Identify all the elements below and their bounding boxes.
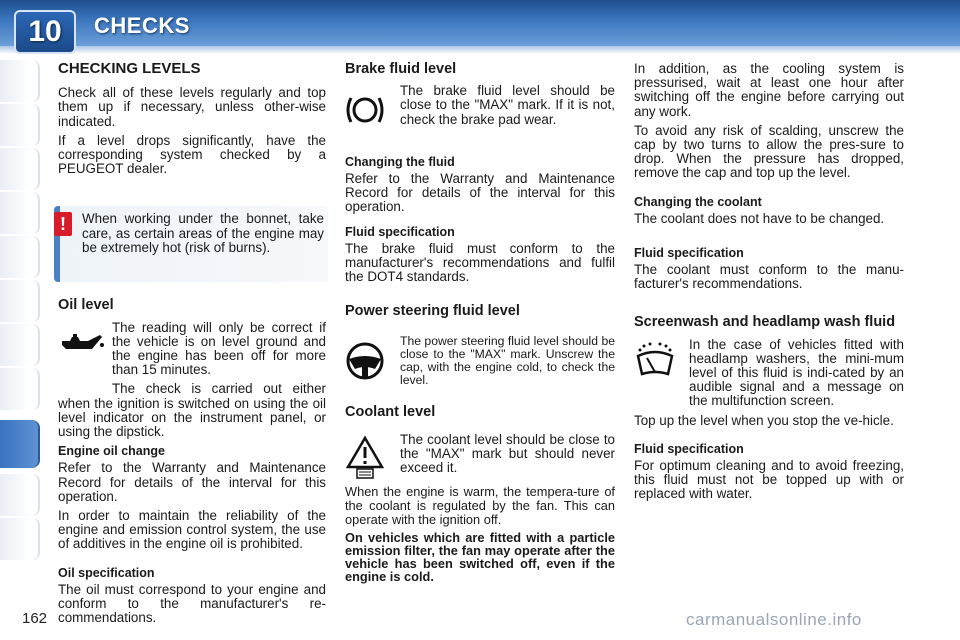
chapter-tab[interactable] bbox=[0, 368, 40, 410]
oil-paragraph-1: The reading will only be correct if the vehicle is on level ground and the engine has been off for more than 15 minutes. bbox=[112, 319, 326, 378]
exclamation-warning-icon: ! bbox=[54, 212, 72, 236]
cooling-paragraph-2: To avoid any risk of scalding, unscrew the cap by two turns to allow the pres-sure to drop. When the pressure has dropped, remove the cap and top up the level. bbox=[634, 122, 904, 181]
chapter-tab[interactable] bbox=[0, 324, 40, 366]
chapter-tab[interactable] bbox=[0, 280, 40, 322]
chapter-tab[interactable] bbox=[0, 60, 40, 102]
chapter-title: CHECKS bbox=[94, 13, 190, 38]
changing-coolant-heading: Changing the coolant bbox=[634, 194, 762, 209]
oil-specification-paragraph: The oil must correspond to your engine and conform to the manufacturer's re-commendations. bbox=[58, 581, 326, 626]
brake-fluid-spec-paragraph: The brake fluid must conform to the manufacturer's recommendations and fulfil the DOT4 standards. bbox=[345, 240, 615, 285]
chapter-tab[interactable] bbox=[0, 236, 40, 278]
coolant-paragraph-1: The coolant level should be close to the "MAX" mark but should never exceed it. bbox=[400, 431, 615, 476]
engine-oil-change-heading: Engine oil change bbox=[58, 444, 165, 459]
screenwash-heading: Screenwash and headlamp wash fluid bbox=[634, 313, 896, 330]
oil-paragraph-2: The check is carried out either when the ignition is switched on using the oil level indicator on the instrument panel, or using the dipstick. bbox=[58, 381, 326, 440]
chapter-number-badge: 10 bbox=[14, 10, 76, 54]
chapter-tab[interactable] bbox=[0, 518, 40, 560]
brake-warning-icon bbox=[345, 92, 385, 128]
brake-fluid-block bbox=[345, 84, 615, 127]
brake-fluid-spec-heading: Fluid specification bbox=[345, 224, 455, 239]
oil-specification-heading: Oil specification bbox=[58, 565, 155, 580]
changing-coolant-paragraph: The coolant does not have to be changed. bbox=[634, 210, 885, 226]
cooling-paragraph-1: In addition, as the cooling system is pressurised, wait at least one hour after switching off the engine before carrying out any work. bbox=[634, 61, 904, 119]
chapter-tab[interactable] bbox=[0, 104, 40, 146]
steering-wheel-icon bbox=[345, 341, 385, 381]
intro-paragraph-2: If a level drops significantly, have the corresponding system checked by a PEUGEOT dealer. bbox=[58, 132, 326, 177]
warning-box bbox=[54, 206, 328, 282]
power-steering-paragraph: The power steering fluid level should be close to the "MAX" mark. Unscrew the cap, with the engine cold, to check the level. bbox=[400, 333, 615, 387]
chapter-tab-strip bbox=[0, 60, 44, 580]
oil-change-paragraph-2: In order to maintain the reliability of the engine and emission control system, the use of additives in the engine oil is prohibited. bbox=[58, 508, 326, 552]
chapter-tab[interactable] bbox=[0, 192, 40, 234]
watermark: carmanualsonline.info bbox=[686, 610, 862, 629]
section-heading-checking-levels: CHECKING LEVELS bbox=[58, 60, 201, 77]
coolant-spec-heading: Fluid specification bbox=[634, 246, 744, 261]
changing-fluid-paragraph: Refer to the Warranty and Maintenance Record for details of the interval for this operation. bbox=[345, 171, 615, 215]
intro-paragraph-1: Check all of these levels regularly and top them up if necessary, unless other-wise indicated. bbox=[58, 85, 326, 129]
chapter-tab-active[interactable] bbox=[0, 420, 40, 468]
chapter-tab[interactable] bbox=[0, 474, 40, 516]
oil-level-block bbox=[58, 321, 326, 378]
screenwash-paragraph-1: In the case of vehicles fitted with headlamp washers, the mini-mum level of this fluid is indi-cated by an audible signal and a message on the multifunction screen. bbox=[689, 336, 904, 409]
column-1 bbox=[58, 62, 326, 630]
chapter-tab[interactable] bbox=[0, 148, 40, 190]
screenwash-paragraph-2: Top up the level when you stop the ve-hicle. bbox=[634, 412, 894, 428]
changing-fluid-heading: Changing the fluid bbox=[345, 154, 455, 169]
header-fade bbox=[0, 46, 960, 54]
page-number: 162 bbox=[22, 610, 48, 627]
screenwash-spec-heading: Fluid specification bbox=[634, 441, 744, 456]
oil-can-icon bbox=[58, 331, 104, 357]
screenwash-block bbox=[634, 338, 904, 409]
coolant-paragraph-2: When the engine is warm, the tempera-ture of the coolant is regulated by the fan. This can operate with the ignition off. bbox=[345, 484, 615, 527]
coolant-level-block bbox=[345, 433, 615, 476]
coolant-bold-warning: On vehicles which are fitted with a particle emission filter, the fan may operate after the vehicle has been switched off, even if the engine is cold. bbox=[345, 530, 615, 585]
power-steering-block bbox=[345, 335, 615, 387]
oil-change-paragraph-1: Refer to the Warranty and Maintenance Record for details of the interval for this operation. bbox=[58, 460, 326, 504]
column-3 bbox=[634, 62, 904, 507]
coolant-spec-paragraph: The coolant must conform to the manu-facturer's recommendations. bbox=[634, 262, 904, 292]
brake-fluid-paragraph: The brake fluid level should be close to the "MAX" mark. If it is not, check the brake pad wear. bbox=[400, 83, 615, 127]
column-2 bbox=[345, 62, 615, 588]
oil-level-heading: Oil level bbox=[58, 297, 114, 314]
brake-fluid-heading: Brake fluid level bbox=[345, 61, 457, 77]
windscreen-washer-icon bbox=[634, 342, 676, 382]
coolant-warning-icon bbox=[345, 435, 385, 479]
warning-text: When working under the bonnet, take care, as certain areas of the engine may be extremely hot (risk of burns). bbox=[82, 211, 324, 255]
power-steering-heading: Power steering fluid level bbox=[345, 303, 520, 320]
coolant-level-heading: Coolant level bbox=[345, 403, 436, 420]
screenwash-spec-paragraph: For optimum cleaning and to avoid freezing, this fluid must not be topped up with or replaced with water. bbox=[634, 458, 904, 502]
